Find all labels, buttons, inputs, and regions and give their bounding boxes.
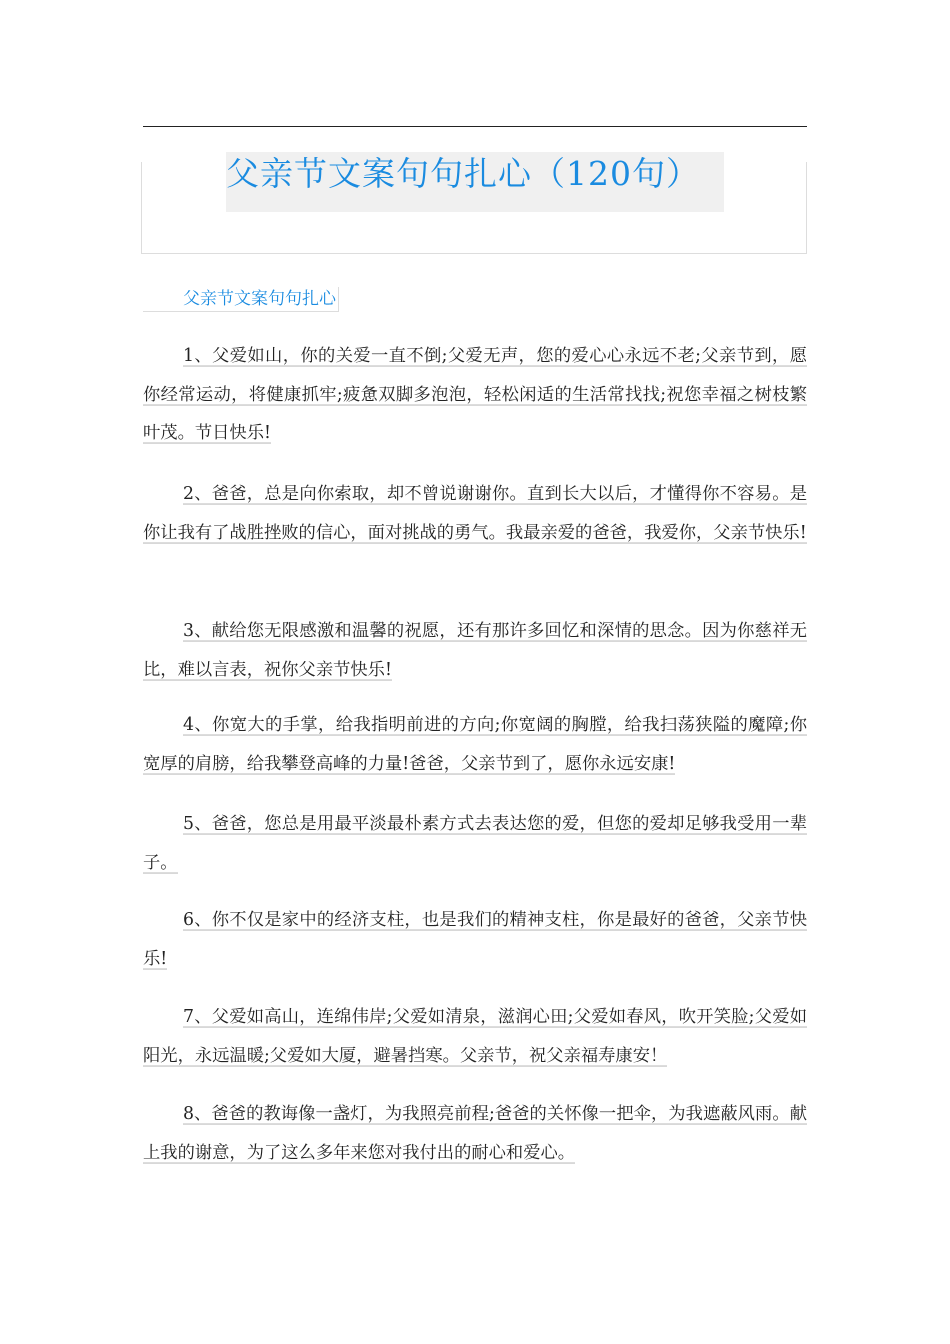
- subtitle-container: [143, 287, 339, 312]
- paragraph-text: 4、你宽大的手掌，给我指明前进的方向;你宽阔的胸膛，给我扫荡狭隘的魔障;你宽厚的肩膀，给我攀登高峰的力量!爸爸，父亲节到了，愿你永远安康!: [143, 715, 807, 774]
- paragraph-1: [143, 337, 807, 453]
- paragraph-2: [143, 475, 807, 552]
- document-title: 父亲节文案句句扎心（120句）: [226, 154, 700, 193]
- paragraph-6: [143, 901, 807, 978]
- header-rule: [143, 126, 807, 127]
- paragraph-text: 2、爸爸，总是向你索取，却不曾说谢谢你。直到长大以后，才懂得你不容易。是你让我有了战胜挫败的信心，面对挑战的勇气。我最亲爱的爸爸，我爱你，父亲节快乐!: [143, 484, 807, 543]
- paragraph-text: 3、献给您无限感激和温馨的祝愿，还有那许多回忆和深情的思念。因为你慈祥无比，难以言表，祝你父亲节快乐!: [143, 621, 807, 680]
- paragraph-text: 1、父爱如山，你的关爱一直不倒;父爱无声，您的爱心心永远不老;父亲节到，愿你经常运动，将健康抓牢;疲惫双脚多泡泡，轻松闲适的生活常找找;祝您幸福之树枝繁叶茂。节日快乐!: [143, 346, 807, 443]
- paragraph-text: 7、父爱如高山，连绵伟岸;父爱如清泉，滋润心田;父爱如春风，吹开笑脸;父爱如阳光，永远温暖;父爱如大厦，避暑挡寒。父亲节，祝父亲福寿康安！: [143, 1007, 807, 1066]
- paragraph-8: [143, 1095, 807, 1172]
- paragraph-text: 6、你不仅是家中的经济支柱，也是我们的精神支柱，你是最好的爸爸，父亲节快乐!: [143, 910, 807, 969]
- paragraph-5: [143, 805, 807, 882]
- paragraph-text: 8、爸爸的教诲像一盏灯，为我照亮前程;爸爸的关怀像一把伞，为我遮蔽风雨。献上我的谢意，为了这么多年来您对我付出的耐心和爱心。: [143, 1104, 807, 1163]
- paragraph-4: [143, 706, 807, 783]
- paragraph-text: 5、爸爸，您总是用最平淡最朴素方式去表达您的爱，但您的爱却足够我受用一辈子。: [143, 814, 807, 873]
- paragraph-3: [143, 612, 807, 689]
- document-subtitle: 父亲节文案句句扎心: [183, 289, 336, 309]
- paragraph-7: [143, 998, 807, 1075]
